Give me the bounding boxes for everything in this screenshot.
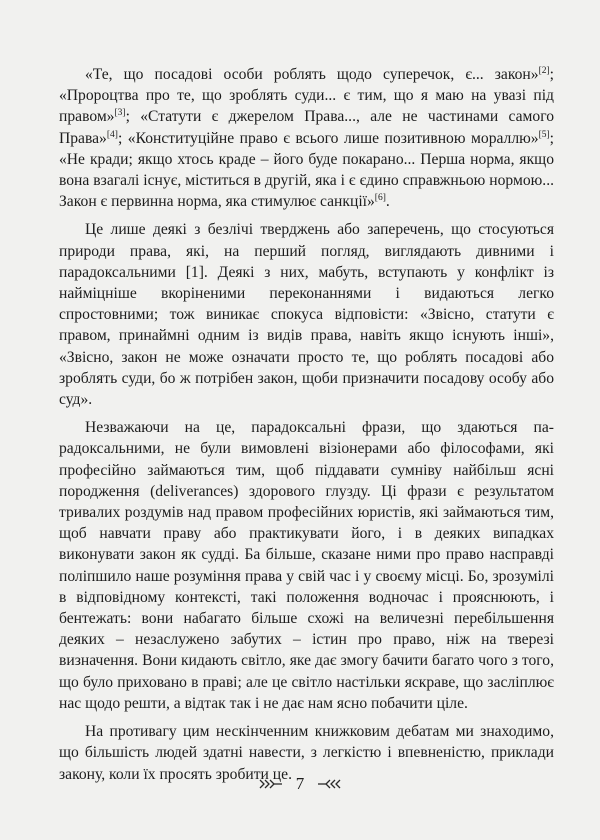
- text-run: ; «Не кради; якщо хтось краде – його буде покарано... Перша норма, якщо вона взагалі існує, міститься в другій, яка і є єдино справжньою нормою... Закон є первинна норма, яка стимулює санкції»: [59, 129, 554, 211]
- right-ornament-icon: [318, 779, 344, 789]
- footnote-ref[interactable]: [2]: [538, 65, 550, 76]
- text-run: На противагу цим нескінченним книжковим дебатам ми знаходимо, що більшість людей здатні навести, з легкістю і впевненістю, приклади закону, коли їх просять зробити це.: [59, 723, 554, 783]
- text-run: Це лише деякі з безлічі тверджень або заперечень, що стосуються природи права, які, на перший погляд, виглядають дивними і парадоксальними [1]. Деякі з них, мабуть, вступають у конфлікт із найміцніше вкоріненими переконаннями і видаються легко спростовними; тож виникає спокуса відповісти: «Звісно, статути є правом, принаймні одним із видів права, навіть якщо існують інші», «Звісно, закон не може означати просто те, що роблять посадові або зроблять суди, бо ж потрібен закон, щоби призначити посадову особу або суд».: [59, 221, 554, 409]
- text-run: Незважаючи на це, парадоксальні фрази, що здаються парадоксальними, не були вимовлені візіонерами або філософами, які професійно займаються тим, щоб піддавати сумніву найбільш ясні породження (deliverances) здорового глузду. Ці фрази є результатом тривалих роздумів над правом професійних юристів, які займаються тим, щоб навчати праву або практикувати його, і в деяких випадках виконувати закон як судді. Ба більше, сказане ними про право насправді поліпшило наше розуміння права у свій час і у своєму місці. Бо, зрозумілі в відповідному контексті, такі положення водночас і прояснюють, і бентежать: вони набагато більше схожі на величезні перебільшення деяких – незаслужено забутих – істин про право, ніж на тверезі визначення. Вони кидають світло, яке дає змогу бачити багато чого з того, що було приховано в праві; але це світло настільки яскраве, що засліплює нас щодо решти, а відтак так і не дає нам ясно побачити ціле.: [59, 419, 554, 712]
- page-footer: [0, 774, 600, 794]
- text-run: «Те, що посадові особи роблять щодо суперечок, є... закон»: [85, 66, 539, 83]
- paragraph: [59, 417, 554, 714]
- paragraph: [59, 64, 554, 212]
- text-run: .: [385, 193, 390, 211]
- footnote-ref[interactable]: [3]: [114, 108, 126, 119]
- body-text: [59, 64, 554, 792]
- text-run: ; «Пророцтва про те, що зроблять суди... є тим, що я маю на увазі під правом»: [59, 66, 554, 126]
- footnote-ref[interactable]: [4]: [106, 129, 118, 140]
- footnote-ref[interactable]: [6]: [374, 193, 386, 204]
- left-ornament-icon: [256, 779, 282, 789]
- text-run: ; «Статути є джерелом Права..., але не частинами самого Права»: [59, 108, 554, 147]
- footnote-ref[interactable]: [5]: [538, 129, 550, 140]
- text-run: ; «Конституційне право є всього лише позитивною мораллю»: [117, 129, 539, 147]
- paragraph: [59, 219, 554, 410]
- page-number: 7: [295, 774, 305, 793]
